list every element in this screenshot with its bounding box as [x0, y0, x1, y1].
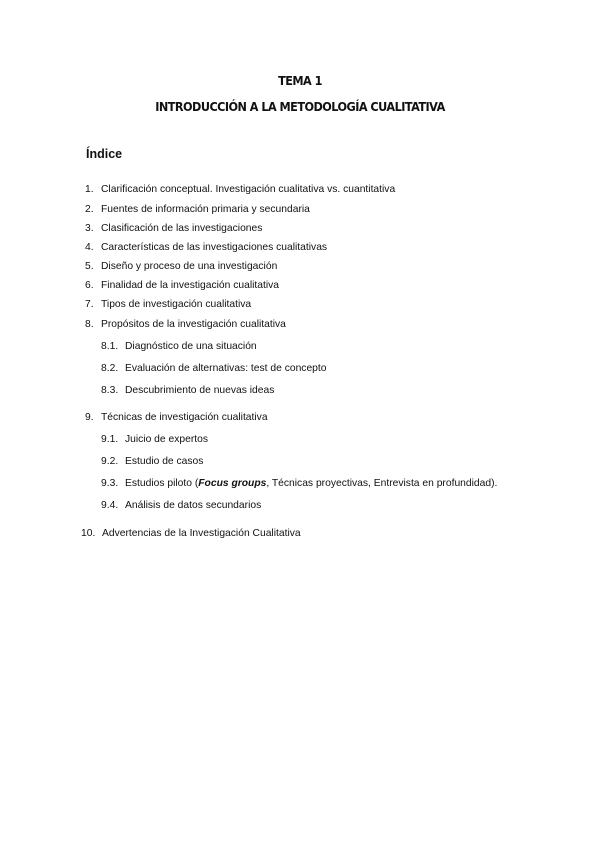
index-item-text: [125, 477, 497, 490]
index-item-text: Juicio de expertos: [125, 434, 208, 445]
index-item-text: Estudio de casos: [125, 456, 204, 467]
index-item-5: [85, 260, 278, 273]
index-item-number: 1.: [85, 184, 94, 195]
index-item-number: 9.1.: [101, 434, 119, 445]
index-item-text: Clarificación conceptual. Investigación cualitativa vs. cuantitativa: [101, 184, 396, 195]
document-title: INTRODUCCIÓN A LA METODOLOGÍA CUALITATIVA: [155, 99, 445, 114]
index-item-2: [85, 203, 310, 216]
index-item-text: Tipos de investigación cualitativa: [101, 299, 252, 310]
index-item-number: 8.1.: [101, 341, 119, 352]
index-item-number: 8.3.: [101, 385, 119, 396]
index-item-1: [85, 183, 396, 196]
index-item-number: 9.3.: [101, 478, 119, 489]
index-subitem-8-2: [101, 362, 327, 375]
index-subitem-8-1: [101, 340, 257, 353]
index-item-text: Técnicas de investigación cualitativa: [101, 412, 268, 423]
tema-title: TEMA 1: [278, 73, 322, 88]
index-item-number: 6.: [85, 280, 94, 291]
index-item-number: 7.: [85, 299, 94, 310]
index-item-6: [85, 279, 280, 292]
index-subitem-9-1: [101, 433, 208, 446]
index-item-text: Finalidad de la investigación cualitativa: [101, 280, 280, 291]
index-item-text-emphasis: Focus groups: [198, 478, 267, 489]
index-item-text: Propósitos de la investigación cualitativa: [101, 319, 286, 330]
index-item-text: Descubrimiento de nuevas ideas: [125, 385, 275, 396]
index-item-10: [81, 527, 301, 540]
index-item-3: [85, 222, 263, 235]
index-subitem-8-3: [101, 384, 275, 397]
index-item-8: [85, 318, 286, 331]
index-item-number: 8.: [85, 319, 94, 330]
index-item-text-pre: Estudios piloto (: [125, 478, 199, 489]
index-item-text: Diseño y proceso de una investigación: [101, 261, 278, 272]
index-item-7: [85, 298, 252, 311]
index-item-text: Clasificación de las investigaciones: [101, 223, 263, 234]
index-item-text: Diagnóstico de una situación: [125, 341, 257, 352]
index-item-4: [85, 241, 328, 254]
index-item-number: 9.4.: [101, 500, 119, 511]
index-item-number: 8.2.: [101, 363, 119, 374]
index-subitem-9-4: [101, 499, 262, 512]
index-item-9: [85, 411, 268, 424]
index-item-text: Fuentes de información primaria y secundaria: [101, 204, 310, 215]
index-heading: Índice: [86, 147, 123, 161]
index-subitem-9-2: [101, 455, 204, 468]
index-item-text: Análisis de datos secundarios: [125, 500, 262, 511]
index-item-text: Advertencias de la Investigación Cualitativa: [102, 528, 301, 539]
index-subitem-9-3: [101, 477, 498, 490]
index-item-number: 9.: [85, 412, 94, 423]
index-item-text-post: , Técnicas proyectivas, Entrevista en profundidad).: [266, 478, 498, 489]
index-item-number: 2.: [85, 204, 94, 215]
index-item-text: Evaluación de alternativas: test de concepto: [125, 363, 327, 374]
index-item-number: 3.: [85, 223, 94, 234]
index-item-number: 5.: [85, 261, 94, 272]
index-item-number: 10.: [81, 528, 96, 539]
index-item-number: 9.2.: [101, 456, 119, 467]
index-item-text: Características de las investigaciones cualitativas: [101, 242, 328, 253]
index-item-number: 4.: [85, 242, 94, 253]
